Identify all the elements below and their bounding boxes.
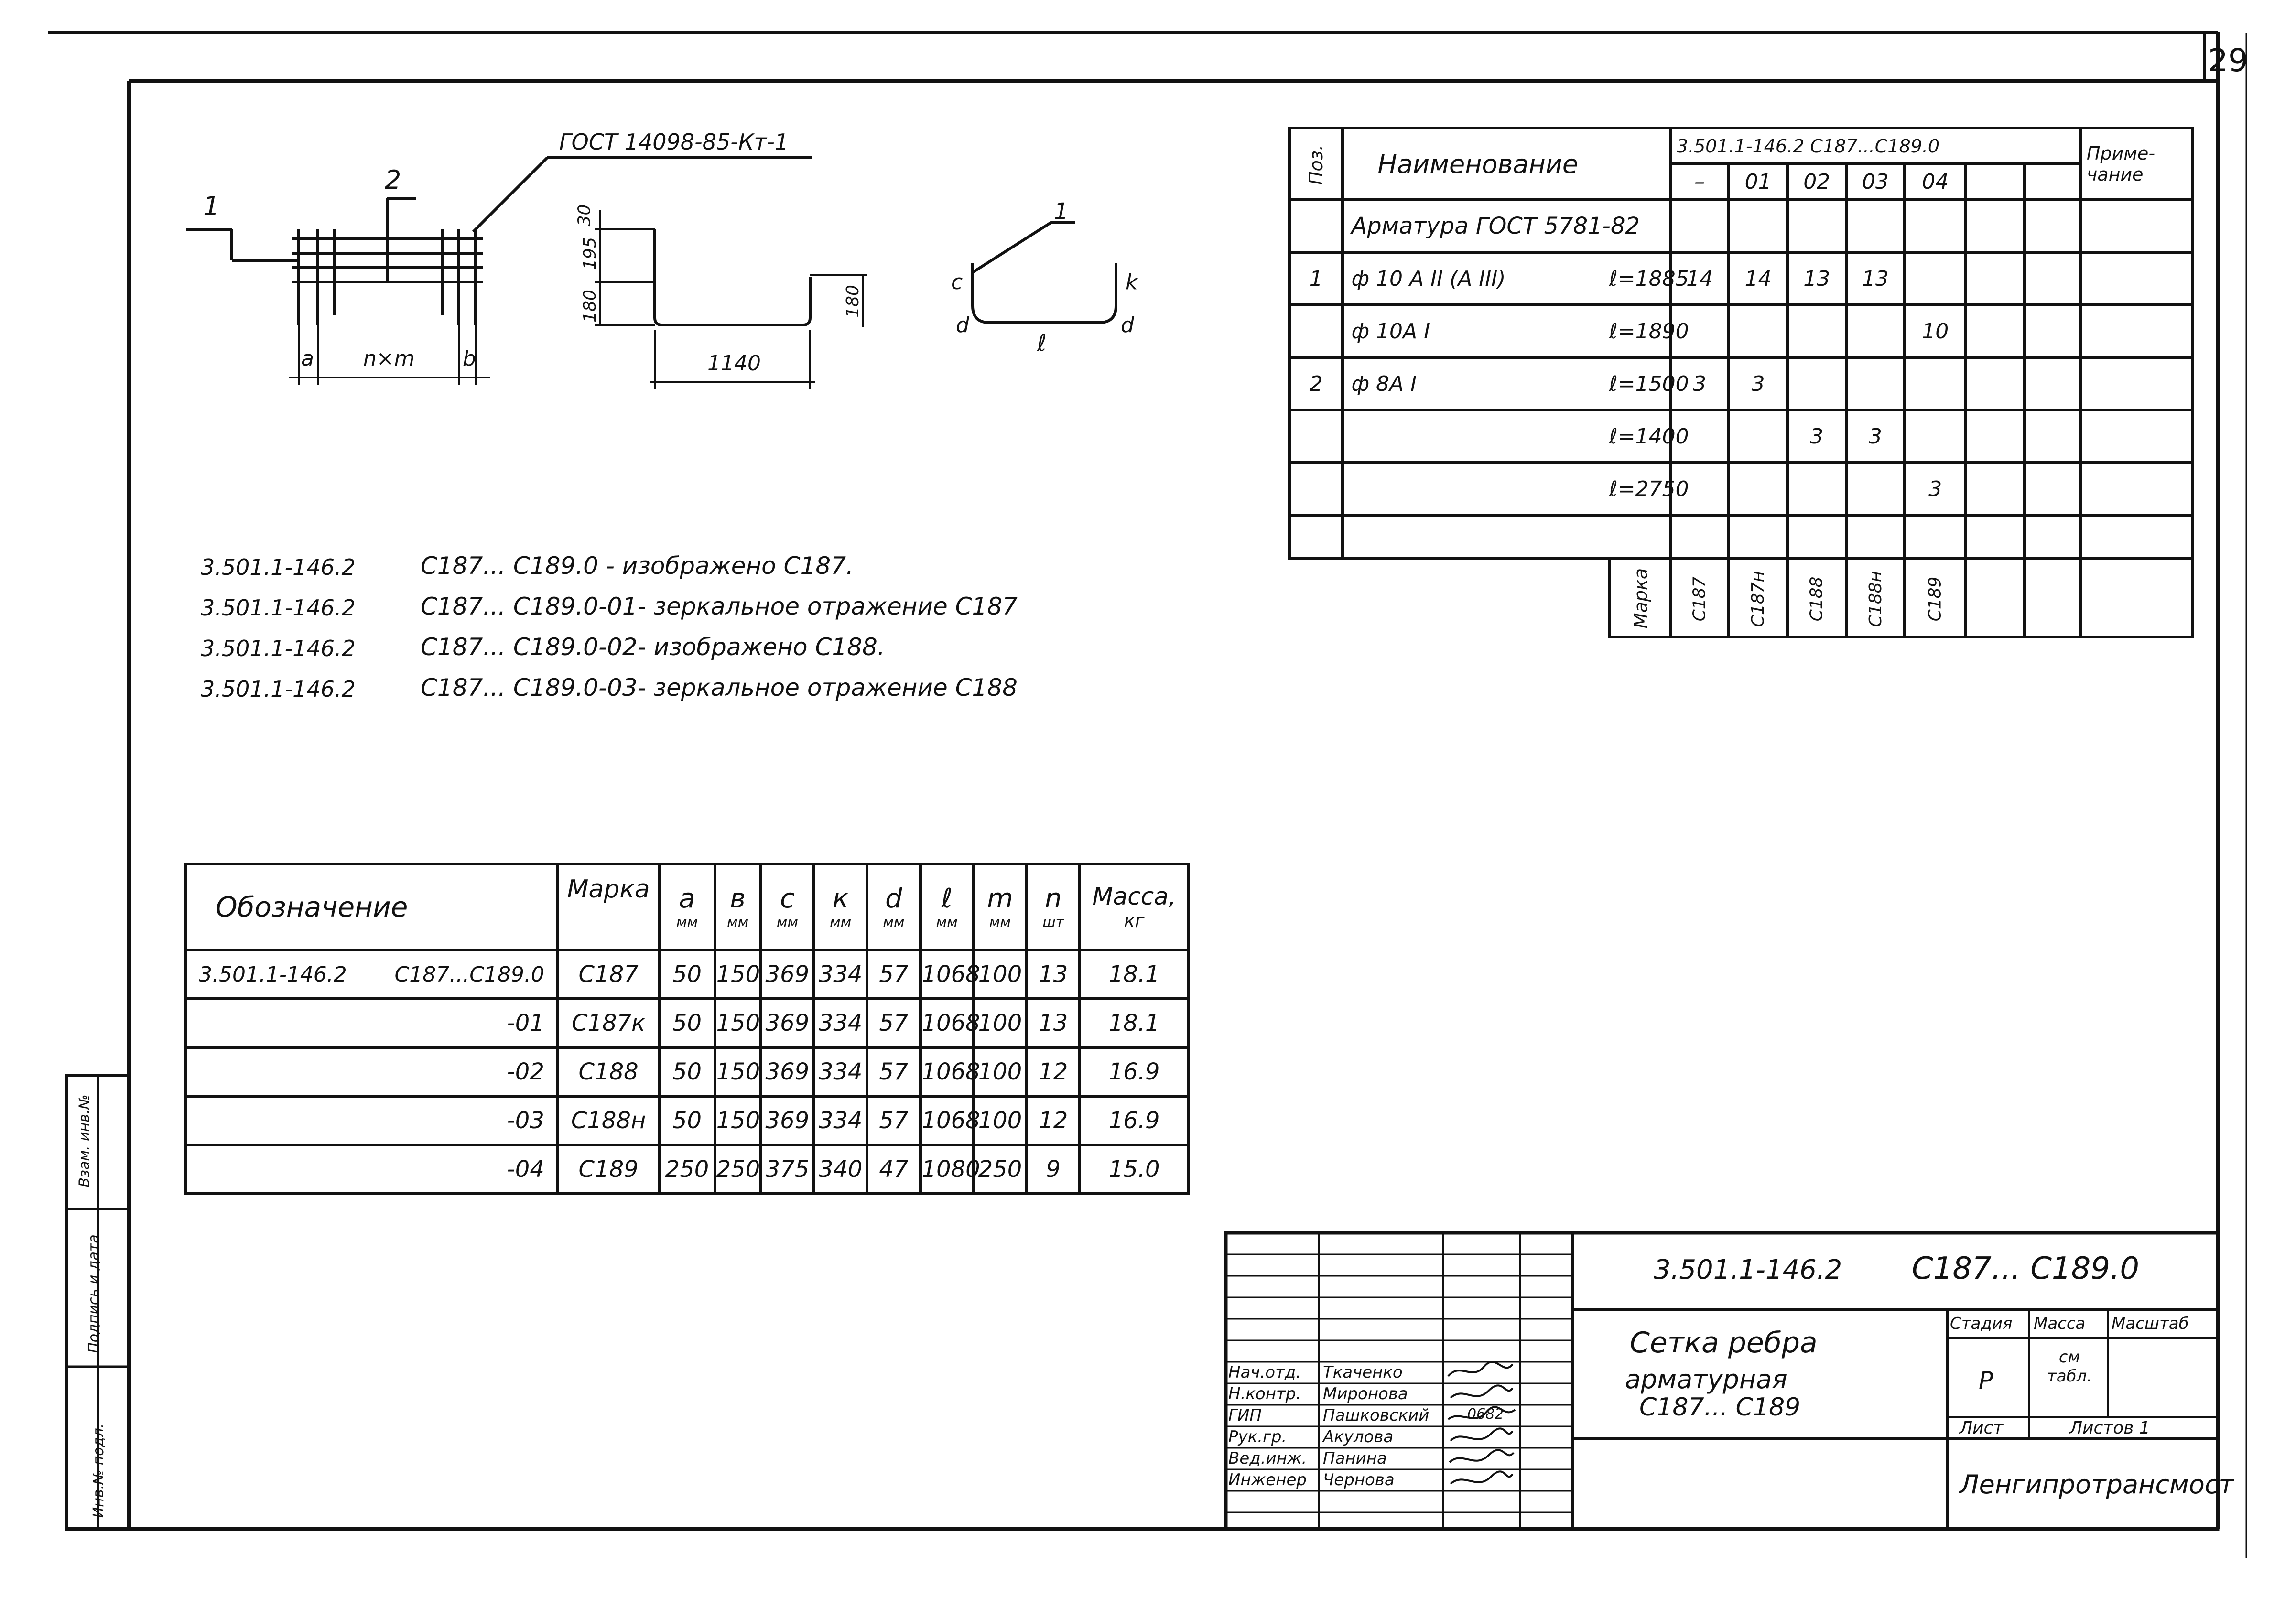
marka-label: Марка [1609,558,1670,637]
table-row: -04 С189 250 250 375 340 47 1080 250 9 15.0 [185,1145,1189,1194]
note-code: 3.501.1-146.2 [201,676,356,702]
param-header-a: a мм [659,864,715,950]
designation-cell: -01 [185,999,558,1047]
title-doc-code: 3.501.1-146.2 [1654,1254,1842,1285]
note-text: С187... С189.0-03- зеркальное отражение С188 [421,674,1018,701]
marka-cell: С188 [1787,558,1846,637]
person-name: Миронова [1323,1384,1408,1403]
spec-name: Арматура ГОСТ 5781-82 [1343,200,1670,252]
note-code: 3.501.1-146.2 [201,554,356,580]
spec-name: ф 10 А II (А III) [1343,252,1609,305]
sheet-number: 29 [2208,42,2248,79]
person-name: Ткаченко [1323,1363,1403,1382]
spec-variant: – [1670,164,1729,200]
spec-doc-header: 3.501.1-146.2 С187...С189.0 [1670,128,2080,164]
spec-variant: 03 [1846,164,1905,200]
section-label-d-left: d [956,313,969,337]
section-label-l: ℓ [1037,330,1047,356]
person-role: Н.контр. [1228,1384,1301,1403]
title-line: Сетка ребра [1630,1326,1818,1360]
side-stamp-label: Взам. инв.№ [76,1094,93,1187]
spec-name-header: Наименование [1343,128,1670,200]
param-header-n: n шт [1027,864,1080,950]
plan-label-nxm: n×m [363,346,415,371]
mass-value: см табл. [2047,1348,2092,1386]
note-code: 3.501.1-146.2 [201,595,356,621]
organization: Ленгипротрансмост [1960,1469,2234,1500]
section-label-c: c [951,270,963,294]
table-row: -01 С187к 50 150 369 334 57 1068 100 13 18.1 [185,999,1189,1047]
spec-variant: 02 [1787,164,1846,200]
marka-cell: С189 [1905,558,1966,637]
designation-header: Обозначение [185,864,558,950]
person-role: Нач.отд. [1228,1363,1301,1382]
note-code: 3.501.1-146.2 [201,636,356,661]
callout-2: 2 [385,165,401,195]
person-name: Акулова [1323,1427,1394,1446]
param-header-d: d мм [867,864,920,950]
note-text: С187... С189.0-02- изображено С188. [421,633,885,661]
date-fragment: 0682 [1467,1406,1504,1423]
table-row: ℓ=2750 3 [1289,463,2192,515]
section-label-d-right: d [1121,313,1134,337]
title-line: арматурная [1625,1364,1787,1394]
table-row: ф 10А I ℓ=1890 10 [1289,305,2192,357]
profile-dim-180-left: 180 [580,290,600,323]
plan-label-a: a [301,346,314,371]
table-row: -03 С188н 50 150 369 334 57 1068 100 12 16.9 [185,1096,1189,1145]
marka-header: Марка [558,864,659,950]
spec-length: ℓ=1885 [1609,252,1670,305]
side-stamp-label: Подпись и дата [85,1234,102,1353]
marka-cell: С187 [1670,558,1729,637]
mass-label: Масса [2034,1314,2086,1333]
person-name: Пашковский [1323,1406,1430,1425]
param-header-b: в мм [715,864,761,950]
side-stamp-label: Инв.№ подл. [90,1423,108,1518]
designation-cell: -02 [185,1047,558,1096]
sheet-label: Лист [1960,1418,2004,1438]
spec-note-header: Приме-чание [2080,128,2192,200]
spec-length: ℓ=1400 [1609,410,1670,463]
spec-length: ℓ=1890 [1609,305,1670,357]
plan-label-b: b [463,346,476,371]
gost-label: ГОСТ 14098-85-Кт-1 [559,129,789,155]
person-role: Рук.гр. [1228,1427,1287,1446]
table-row: 2 ф 8А I ℓ=1500 3 3 [1289,357,2192,410]
person-role: Инженер [1228,1470,1307,1489]
profile-dim-195: 195 [580,237,600,270]
section-label-k: k [1126,270,1138,294]
person-name: Чернова [1323,1470,1395,1489]
spec-variant: 01 [1729,164,1787,200]
title-doc-marks: С187... С189.0 [1912,1251,2140,1286]
table-row: ℓ=1400 3 3 [1289,410,2192,463]
profile-dim-30: 30 [574,204,595,227]
table-row: -02 С188 50 150 369 334 57 1068 100 12 16.9 [185,1047,1189,1096]
spec-length: ℓ=1500 [1609,357,1670,410]
designation-cell: -04 [185,1145,558,1194]
spec-name: ф 8А I [1343,357,1609,410]
table-row: 1 ф 10 А II (А III) ℓ=1885 14 14 13 13 [1289,252,2192,305]
person-role: ГИП [1228,1406,1262,1425]
signatures [1446,1357,1517,1500]
person-name: Панина [1323,1449,1387,1468]
marka-cell: С187н [1729,558,1787,637]
spec-length: ℓ=2750 [1609,463,1670,515]
stage-label: Стадия [1950,1314,2013,1333]
profile-dim-180-right: 180 [843,285,863,318]
sheets-label: Листов 1 [2069,1418,2150,1438]
designation-cell: 3.501.1-146.2 С187...С189.0 [185,950,558,999]
note-text: С187... С189.0 - изображено С187. [421,552,854,580]
param-header-m: m мм [974,864,1027,950]
param-header-k: к мм [814,864,867,950]
title-line: С187... С189 [1639,1393,1801,1422]
callout-1: 1 [203,191,220,221]
param-header-c: с мм [761,864,814,950]
scale-label: Масштаб [2112,1314,2189,1333]
profile-dim-1140: 1140 [707,351,761,376]
stage-value: Р [1979,1367,1993,1394]
spec-pos-header: Поз. [1289,128,1343,200]
param-header-mass: Масса, кг [1080,864,1189,950]
person-role: Вед.инж. [1228,1449,1307,1468]
section-pos: 1 [1054,198,1069,225]
param-header-l: ℓ мм [921,864,974,950]
designation-cell: -03 [185,1096,558,1145]
marka-cell: С188н [1846,558,1905,637]
note-text: С187... С189.0-01- зеркальное отражение С187 [421,593,1018,620]
table-row: 3.501.1-146.2 С187...С189.0 С187 50 150 369 334 57 1068 100 13 18.1 [185,950,1189,999]
spec-variant: 04 [1905,164,1966,200]
spec-name: ф 10А I [1343,305,1609,357]
